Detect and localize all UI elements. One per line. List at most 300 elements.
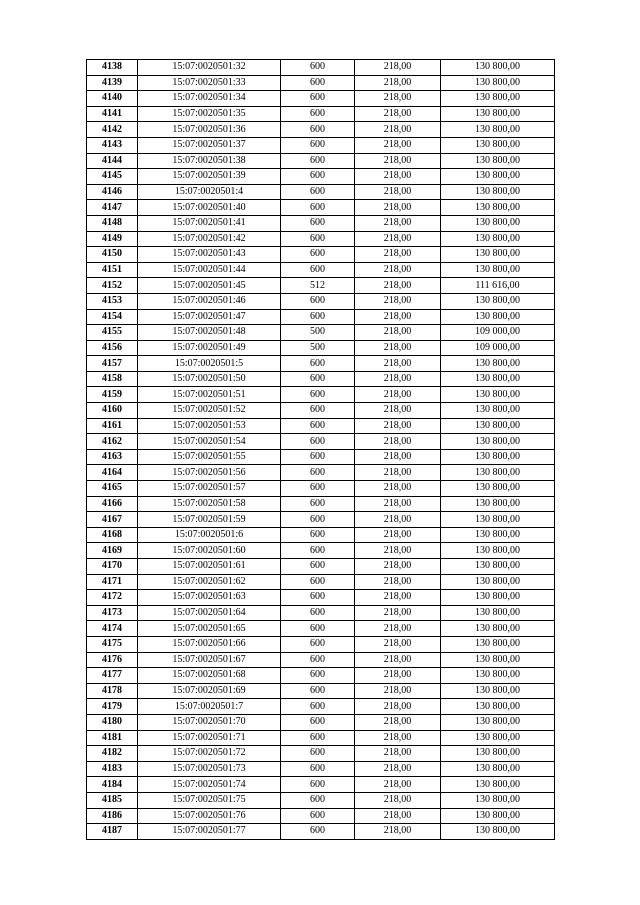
area-cell: 600 xyxy=(281,668,355,684)
table-row xyxy=(87,60,555,76)
unit-price-cell: 218,00 xyxy=(355,247,441,263)
unit-price-cell: 218,00 xyxy=(355,636,441,652)
cadastral-number-cell: 15:07:0020501:5 xyxy=(138,356,281,372)
row-number-cell: 4161 xyxy=(87,418,138,434)
total-amount-cell: 130 800,00 xyxy=(441,247,555,263)
total-amount-cell: 130 800,00 xyxy=(441,730,555,746)
unit-price-cell: 218,00 xyxy=(355,605,441,621)
cadastral-number-cell: 15:07:0020501:62 xyxy=(138,574,281,590)
row-number-cell: 4149 xyxy=(87,231,138,247)
table-row xyxy=(87,153,555,169)
row-number-cell: 4173 xyxy=(87,605,138,621)
unit-price-cell: 218,00 xyxy=(355,496,441,512)
row-number-cell: 4152 xyxy=(87,278,138,294)
area-cell: 600 xyxy=(281,543,355,559)
table-row xyxy=(87,169,555,185)
unit-price-cell: 218,00 xyxy=(355,200,441,216)
area-cell: 500 xyxy=(281,340,355,356)
cadastral-number-cell: 15:07:0020501:48 xyxy=(138,325,281,341)
cadastral-number-cell: 15:07:0020501:39 xyxy=(138,169,281,185)
table-row xyxy=(87,481,555,497)
cadastral-number-cell: 15:07:0020501:58 xyxy=(138,496,281,512)
total-amount-cell: 130 800,00 xyxy=(441,590,555,606)
total-amount-cell: 130 800,00 xyxy=(441,231,555,247)
unit-price-cell: 218,00 xyxy=(355,169,441,185)
area-cell: 600 xyxy=(281,481,355,497)
row-number-cell: 4187 xyxy=(87,824,138,840)
unit-price-cell: 218,00 xyxy=(355,621,441,637)
row-number-cell: 4145 xyxy=(87,169,138,185)
area-cell: 600 xyxy=(281,356,355,372)
unit-price-cell: 218,00 xyxy=(355,714,441,730)
area-cell: 500 xyxy=(281,325,355,341)
area-cell: 600 xyxy=(281,621,355,637)
area-cell: 600 xyxy=(281,699,355,715)
unit-price-cell: 218,00 xyxy=(355,215,441,231)
area-cell: 600 xyxy=(281,169,355,185)
area-cell: 600 xyxy=(281,559,355,575)
row-number-cell: 4164 xyxy=(87,465,138,481)
cadastral-number-cell: 15:07:0020501:35 xyxy=(138,106,281,122)
area-cell: 600 xyxy=(281,200,355,216)
total-amount-cell: 130 800,00 xyxy=(441,184,555,200)
cadastral-number-cell: 15:07:0020501:60 xyxy=(138,543,281,559)
cadastral-number-cell: 15:07:0020501:75 xyxy=(138,792,281,808)
cadastral-number-cell: 15:07:0020501:55 xyxy=(138,449,281,465)
unit-price-cell: 218,00 xyxy=(355,262,441,278)
cadastral-number-cell: 15:07:0020501:71 xyxy=(138,730,281,746)
unit-price-cell: 218,00 xyxy=(355,730,441,746)
total-amount-cell: 130 800,00 xyxy=(441,262,555,278)
table-row xyxy=(87,574,555,590)
total-amount-cell: 130 800,00 xyxy=(441,60,555,76)
cadastral-number-cell: 15:07:0020501:47 xyxy=(138,309,281,325)
cadastral-number-cell: 15:07:0020501:51 xyxy=(138,387,281,403)
total-amount-cell: 130 800,00 xyxy=(441,792,555,808)
total-amount-cell: 130 800,00 xyxy=(441,169,555,185)
cadastral-number-cell: 15:07:0020501:74 xyxy=(138,777,281,793)
row-number-cell: 4183 xyxy=(87,761,138,777)
row-number-cell: 4153 xyxy=(87,293,138,309)
table-row xyxy=(87,668,555,684)
total-amount-cell: 130 800,00 xyxy=(441,418,555,434)
unit-price-cell: 218,00 xyxy=(355,543,441,559)
table-row xyxy=(87,200,555,216)
area-cell: 600 xyxy=(281,434,355,450)
cadastral-number-cell: 15:07:0020501:53 xyxy=(138,418,281,434)
table-row xyxy=(87,683,555,699)
total-amount-cell: 130 800,00 xyxy=(441,808,555,824)
total-amount-cell: 130 800,00 xyxy=(441,543,555,559)
total-amount-cell: 130 800,00 xyxy=(441,527,555,543)
unit-price-cell: 218,00 xyxy=(355,512,441,528)
area-cell: 600 xyxy=(281,512,355,528)
total-amount-cell: 130 800,00 xyxy=(441,559,555,575)
total-amount-cell: 130 800,00 xyxy=(441,496,555,512)
row-number-cell: 4165 xyxy=(87,481,138,497)
unit-price-cell: 218,00 xyxy=(355,449,441,465)
table-row xyxy=(87,371,555,387)
total-amount-cell: 130 800,00 xyxy=(441,761,555,777)
unit-price-cell: 218,00 xyxy=(355,106,441,122)
total-amount-cell: 130 800,00 xyxy=(441,636,555,652)
table-row xyxy=(87,387,555,403)
row-number-cell: 4139 xyxy=(87,75,138,91)
row-number-cell: 4175 xyxy=(87,636,138,652)
table-row xyxy=(87,699,555,715)
unit-price-cell: 218,00 xyxy=(355,761,441,777)
cadastral-number-cell: 15:07:0020501:61 xyxy=(138,559,281,575)
table-row xyxy=(87,215,555,231)
row-number-cell: 4160 xyxy=(87,403,138,419)
row-number-cell: 4156 xyxy=(87,340,138,356)
row-number-cell: 4184 xyxy=(87,777,138,793)
total-amount-cell: 130 800,00 xyxy=(441,621,555,637)
area-cell: 600 xyxy=(281,792,355,808)
cadastral-number-cell: 15:07:0020501:32 xyxy=(138,60,281,76)
table-row xyxy=(87,730,555,746)
table-row xyxy=(87,792,555,808)
unit-price-cell: 218,00 xyxy=(355,91,441,107)
unit-price-cell: 218,00 xyxy=(355,777,441,793)
total-amount-cell: 130 800,00 xyxy=(441,574,555,590)
cadastral-number-cell: 15:07:0020501:68 xyxy=(138,668,281,684)
cadastral-number-cell: 15:07:0020501:44 xyxy=(138,262,281,278)
row-number-cell: 4168 xyxy=(87,527,138,543)
area-cell: 600 xyxy=(281,106,355,122)
table-body xyxy=(87,60,555,840)
row-number-cell: 4150 xyxy=(87,247,138,263)
cadastral-number-cell: 15:07:0020501:69 xyxy=(138,683,281,699)
table-row xyxy=(87,543,555,559)
table-row xyxy=(87,621,555,637)
cadastral-number-cell: 15:07:0020501:65 xyxy=(138,621,281,637)
area-cell: 600 xyxy=(281,652,355,668)
total-amount-cell: 130 800,00 xyxy=(441,777,555,793)
table-row xyxy=(87,434,555,450)
table-row xyxy=(87,91,555,107)
cadastral-number-cell: 15:07:0020501:36 xyxy=(138,122,281,138)
total-amount-cell: 109 000,00 xyxy=(441,340,555,356)
table-row xyxy=(87,652,555,668)
row-number-cell: 4178 xyxy=(87,683,138,699)
land-parcel-table xyxy=(86,59,555,840)
area-cell: 600 xyxy=(281,605,355,621)
unit-price-cell: 218,00 xyxy=(355,278,441,294)
total-amount-cell: 130 800,00 xyxy=(441,746,555,762)
total-amount-cell: 130 800,00 xyxy=(441,512,555,528)
row-number-cell: 4141 xyxy=(87,106,138,122)
cadastral-number-cell: 15:07:0020501:72 xyxy=(138,746,281,762)
cadastral-number-cell: 15:07:0020501:46 xyxy=(138,293,281,309)
cadastral-number-cell: 15:07:0020501:76 xyxy=(138,808,281,824)
table-row xyxy=(87,293,555,309)
total-amount-cell: 130 800,00 xyxy=(441,309,555,325)
total-amount-cell: 130 800,00 xyxy=(441,215,555,231)
table-row xyxy=(87,605,555,621)
unit-price-cell: 218,00 xyxy=(355,293,441,309)
cadastral-number-cell: 15:07:0020501:37 xyxy=(138,137,281,153)
row-number-cell: 4169 xyxy=(87,543,138,559)
row-number-cell: 4146 xyxy=(87,184,138,200)
row-number-cell: 4167 xyxy=(87,512,138,528)
table-row xyxy=(87,512,555,528)
area-cell: 600 xyxy=(281,496,355,512)
total-amount-cell: 130 800,00 xyxy=(441,465,555,481)
row-number-cell: 4151 xyxy=(87,262,138,278)
row-number-cell: 4138 xyxy=(87,60,138,76)
total-amount-cell: 130 800,00 xyxy=(441,106,555,122)
area-cell: 600 xyxy=(281,761,355,777)
unit-price-cell: 218,00 xyxy=(355,481,441,497)
table-row xyxy=(87,590,555,606)
table-row xyxy=(87,403,555,419)
area-cell: 600 xyxy=(281,262,355,278)
cadastral-number-cell: 15:07:0020501:42 xyxy=(138,231,281,247)
area-cell: 600 xyxy=(281,215,355,231)
area-cell: 600 xyxy=(281,122,355,138)
total-amount-cell: 130 800,00 xyxy=(441,356,555,372)
unit-price-cell: 218,00 xyxy=(355,792,441,808)
table-row xyxy=(87,824,555,840)
unit-price-cell: 218,00 xyxy=(355,231,441,247)
table-row xyxy=(87,106,555,122)
row-number-cell: 4140 xyxy=(87,91,138,107)
unit-price-cell: 218,00 xyxy=(355,60,441,76)
table-row xyxy=(87,278,555,294)
area-cell: 600 xyxy=(281,714,355,730)
total-amount-cell: 130 800,00 xyxy=(441,434,555,450)
total-amount-cell: 130 800,00 xyxy=(441,449,555,465)
unit-price-cell: 218,00 xyxy=(355,559,441,575)
row-number-cell: 4158 xyxy=(87,371,138,387)
table-row xyxy=(87,309,555,325)
area-cell: 600 xyxy=(281,808,355,824)
total-amount-cell: 130 800,00 xyxy=(441,824,555,840)
row-number-cell: 4180 xyxy=(87,714,138,730)
unit-price-cell: 218,00 xyxy=(355,434,441,450)
cadastral-number-cell: 15:07:0020501:45 xyxy=(138,278,281,294)
cadastral-number-cell: 15:07:0020501:67 xyxy=(138,652,281,668)
table-row xyxy=(87,449,555,465)
unit-price-cell: 218,00 xyxy=(355,590,441,606)
row-number-cell: 4172 xyxy=(87,590,138,606)
total-amount-cell: 130 800,00 xyxy=(441,652,555,668)
total-amount-cell: 130 800,00 xyxy=(441,122,555,138)
unit-price-cell: 218,00 xyxy=(355,527,441,543)
total-amount-cell: 130 800,00 xyxy=(441,153,555,169)
unit-price-cell: 218,00 xyxy=(355,403,441,419)
total-amount-cell: 130 800,00 xyxy=(441,387,555,403)
cadastral-number-cell: 15:07:0020501:54 xyxy=(138,434,281,450)
unit-price-cell: 218,00 xyxy=(355,746,441,762)
row-number-cell: 4148 xyxy=(87,215,138,231)
area-cell: 600 xyxy=(281,746,355,762)
cadastral-number-cell: 15:07:0020501:34 xyxy=(138,91,281,107)
table-row xyxy=(87,559,555,575)
row-number-cell: 4144 xyxy=(87,153,138,169)
area-cell: 600 xyxy=(281,824,355,840)
table-row xyxy=(87,527,555,543)
cadastral-number-cell: 15:07:0020501:4 xyxy=(138,184,281,200)
row-number-cell: 4166 xyxy=(87,496,138,512)
area-cell: 512 xyxy=(281,278,355,294)
table-row xyxy=(87,496,555,512)
cadastral-number-cell: 15:07:0020501:41 xyxy=(138,215,281,231)
unit-price-cell: 218,00 xyxy=(355,153,441,169)
area-cell: 600 xyxy=(281,730,355,746)
total-amount-cell: 130 800,00 xyxy=(441,371,555,387)
cadastral-number-cell: 15:07:0020501:52 xyxy=(138,403,281,419)
row-number-cell: 4181 xyxy=(87,730,138,746)
area-cell: 600 xyxy=(281,293,355,309)
unit-price-cell: 218,00 xyxy=(355,309,441,325)
area-cell: 600 xyxy=(281,309,355,325)
cadastral-number-cell: 15:07:0020501:59 xyxy=(138,512,281,528)
table-row xyxy=(87,340,555,356)
unit-price-cell: 218,00 xyxy=(355,652,441,668)
unit-price-cell: 218,00 xyxy=(355,356,441,372)
row-number-cell: 4170 xyxy=(87,559,138,575)
total-amount-cell: 130 800,00 xyxy=(441,605,555,621)
unit-price-cell: 218,00 xyxy=(355,668,441,684)
area-cell: 600 xyxy=(281,403,355,419)
table-row xyxy=(87,808,555,824)
area-cell: 600 xyxy=(281,91,355,107)
total-amount-cell: 130 800,00 xyxy=(441,699,555,715)
cadastral-number-cell: 15:07:0020501:50 xyxy=(138,371,281,387)
total-amount-cell: 130 800,00 xyxy=(441,481,555,497)
area-cell: 600 xyxy=(281,75,355,91)
row-number-cell: 4163 xyxy=(87,449,138,465)
cadastral-number-cell: 15:07:0020501:38 xyxy=(138,153,281,169)
area-cell: 600 xyxy=(281,636,355,652)
area-cell: 600 xyxy=(281,465,355,481)
total-amount-cell: 130 800,00 xyxy=(441,403,555,419)
row-number-cell: 4177 xyxy=(87,668,138,684)
row-number-cell: 4171 xyxy=(87,574,138,590)
table-row xyxy=(87,75,555,91)
cadastral-number-cell: 15:07:0020501:64 xyxy=(138,605,281,621)
cadastral-number-cell: 15:07:0020501:57 xyxy=(138,481,281,497)
area-cell: 600 xyxy=(281,60,355,76)
table-row xyxy=(87,247,555,263)
table-row xyxy=(87,418,555,434)
unit-price-cell: 218,00 xyxy=(355,387,441,403)
area-cell: 600 xyxy=(281,371,355,387)
area-cell: 600 xyxy=(281,574,355,590)
area-cell: 600 xyxy=(281,418,355,434)
cadastral-number-cell: 15:07:0020501:56 xyxy=(138,465,281,481)
area-cell: 600 xyxy=(281,777,355,793)
table-row xyxy=(87,325,555,341)
area-cell: 600 xyxy=(281,247,355,263)
area-cell: 600 xyxy=(281,590,355,606)
table-row xyxy=(87,356,555,372)
cadastral-number-cell: 15:07:0020501:49 xyxy=(138,340,281,356)
cadastral-number-cell: 15:07:0020501:40 xyxy=(138,200,281,216)
table-row xyxy=(87,231,555,247)
area-cell: 600 xyxy=(281,527,355,543)
cadastral-number-cell: 15:07:0020501:70 xyxy=(138,714,281,730)
total-amount-cell: 109 000,00 xyxy=(441,325,555,341)
row-number-cell: 4159 xyxy=(87,387,138,403)
unit-price-cell: 218,00 xyxy=(355,184,441,200)
cadastral-number-cell: 15:07:0020501:73 xyxy=(138,761,281,777)
total-amount-cell: 130 800,00 xyxy=(441,293,555,309)
total-amount-cell: 130 800,00 xyxy=(441,91,555,107)
area-cell: 600 xyxy=(281,387,355,403)
unit-price-cell: 218,00 xyxy=(355,371,441,387)
row-number-cell: 4174 xyxy=(87,621,138,637)
row-number-cell: 4162 xyxy=(87,434,138,450)
cadastral-number-cell: 15:07:0020501:63 xyxy=(138,590,281,606)
area-cell: 600 xyxy=(281,449,355,465)
table-row xyxy=(87,137,555,153)
unit-price-cell: 218,00 xyxy=(355,574,441,590)
table-row xyxy=(87,714,555,730)
row-number-cell: 4155 xyxy=(87,325,138,341)
unit-price-cell: 218,00 xyxy=(355,122,441,138)
area-cell: 600 xyxy=(281,184,355,200)
row-number-cell: 4182 xyxy=(87,746,138,762)
unit-price-cell: 218,00 xyxy=(355,683,441,699)
row-number-cell: 4176 xyxy=(87,652,138,668)
unit-price-cell: 218,00 xyxy=(355,137,441,153)
unit-price-cell: 218,00 xyxy=(355,75,441,91)
row-number-cell: 4157 xyxy=(87,356,138,372)
row-number-cell: 4179 xyxy=(87,699,138,715)
row-number-cell: 4147 xyxy=(87,200,138,216)
area-cell: 600 xyxy=(281,231,355,247)
total-amount-cell: 130 800,00 xyxy=(441,137,555,153)
table-row xyxy=(87,636,555,652)
area-cell: 600 xyxy=(281,153,355,169)
cadastral-number-cell: 15:07:0020501:43 xyxy=(138,247,281,263)
table-row xyxy=(87,122,555,138)
unit-price-cell: 218,00 xyxy=(355,808,441,824)
unit-price-cell: 218,00 xyxy=(355,699,441,715)
row-number-cell: 4142 xyxy=(87,122,138,138)
total-amount-cell: 130 800,00 xyxy=(441,683,555,699)
unit-price-cell: 218,00 xyxy=(355,465,441,481)
table-row xyxy=(87,746,555,762)
table-row xyxy=(87,465,555,481)
cadastral-number-cell: 15:07:0020501:33 xyxy=(138,75,281,91)
cadastral-number-cell: 15:07:0020501:6 xyxy=(138,527,281,543)
table-row xyxy=(87,761,555,777)
area-cell: 600 xyxy=(281,683,355,699)
unit-price-cell: 218,00 xyxy=(355,325,441,341)
cadastral-number-cell: 15:07:0020501:77 xyxy=(138,824,281,840)
cadastral-number-cell: 15:07:0020501:7 xyxy=(138,699,281,715)
total-amount-cell: 130 800,00 xyxy=(441,714,555,730)
table-row xyxy=(87,184,555,200)
table-row xyxy=(87,777,555,793)
table-row xyxy=(87,262,555,278)
row-number-cell: 4186 xyxy=(87,808,138,824)
unit-price-cell: 218,00 xyxy=(355,340,441,356)
cadastral-number-cell: 15:07:0020501:66 xyxy=(138,636,281,652)
area-cell: 600 xyxy=(281,137,355,153)
unit-price-cell: 218,00 xyxy=(355,418,441,434)
total-amount-cell: 130 800,00 xyxy=(441,75,555,91)
total-amount-cell: 130 800,00 xyxy=(441,668,555,684)
row-number-cell: 4154 xyxy=(87,309,138,325)
row-number-cell: 4185 xyxy=(87,792,138,808)
row-number-cell: 4143 xyxy=(87,137,138,153)
total-amount-cell: 130 800,00 xyxy=(441,200,555,216)
